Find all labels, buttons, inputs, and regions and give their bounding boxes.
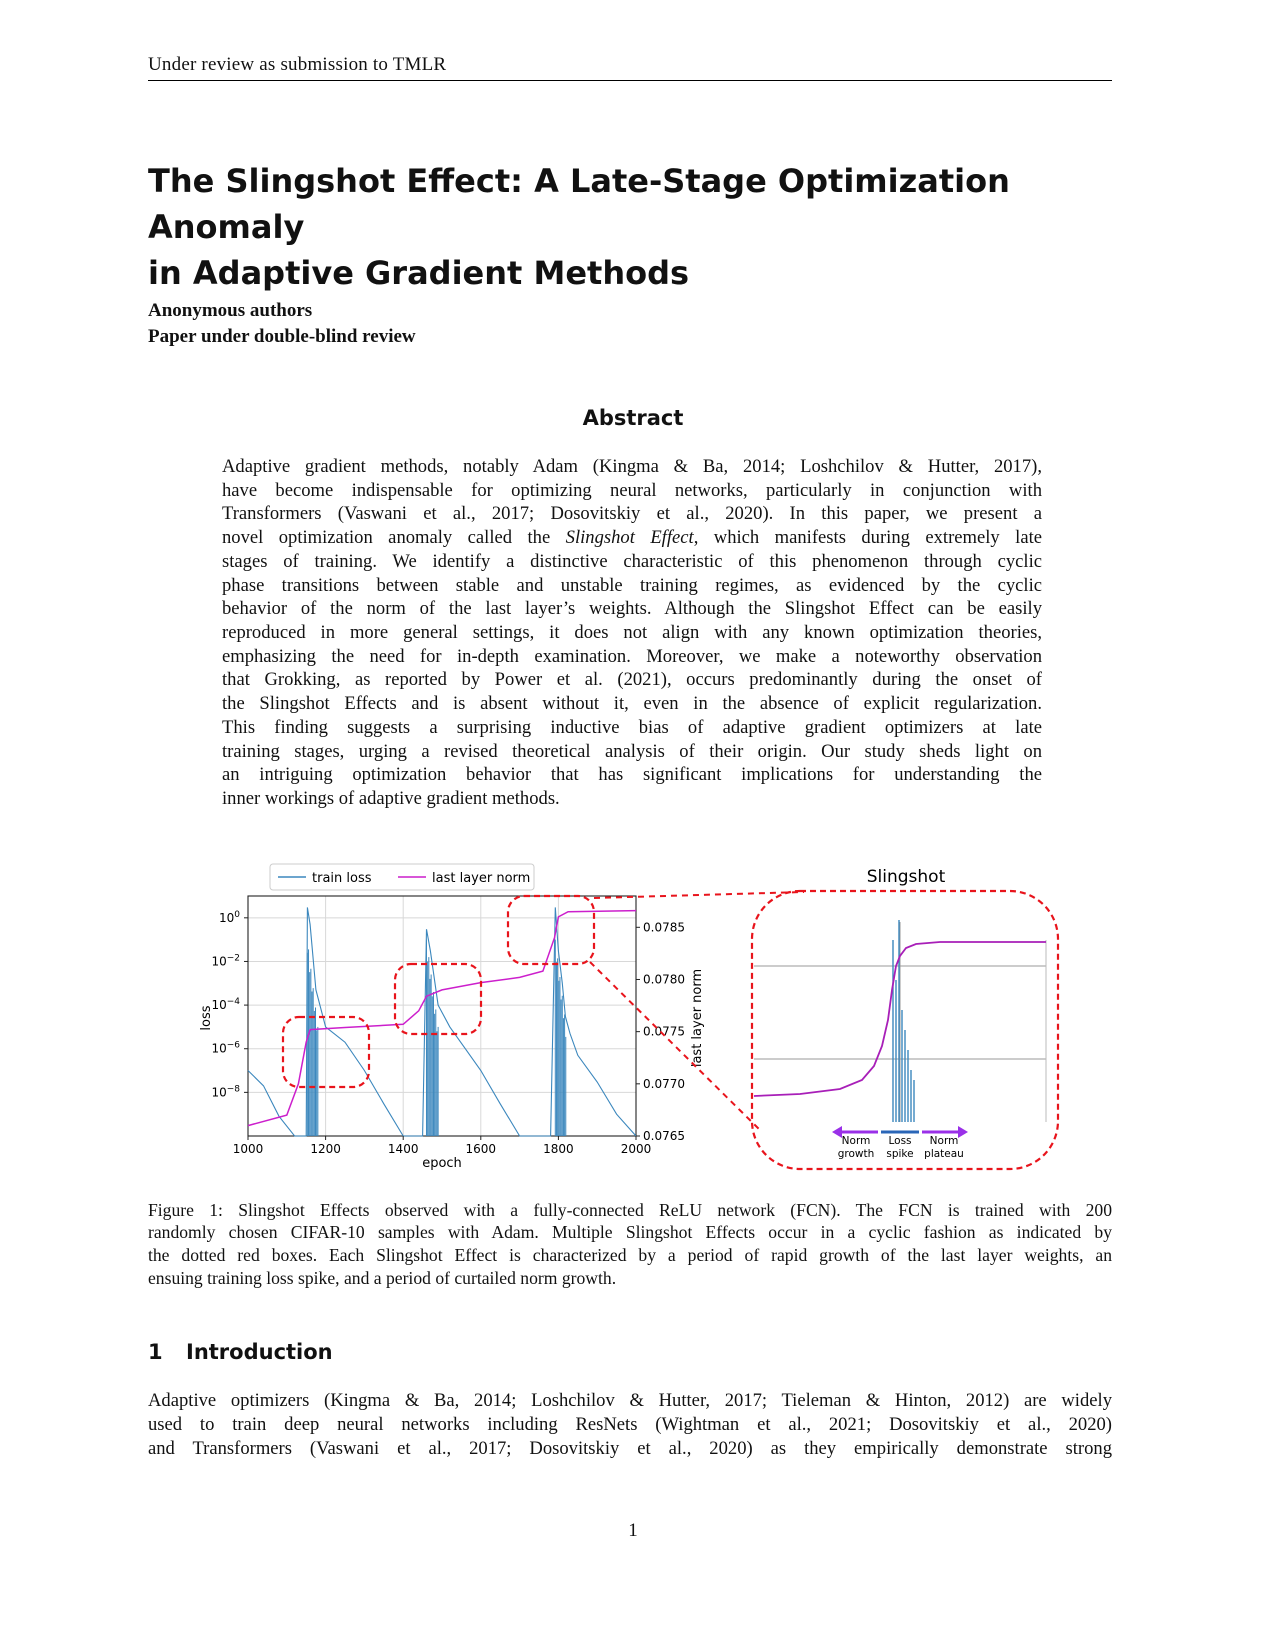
title-line-1: The Slingshot Effect: A Late-Stage Optimization Anomaly <box>148 162 1010 246</box>
norm-plateau-label-1: Norm <box>929 1135 959 1147</box>
abstract-line: stages of training. We identify a distinctive characteristic of this phenomenon through cyclic <box>222 551 1042 572</box>
y-left-tick-label: $10^{-6}$ <box>211 1040 240 1056</box>
abstract-line: that Grokking, as reported by Power et al. (2021), occurs predominantly during the onset of <box>222 669 1042 690</box>
y-left-tick-label: $10^{-4}$ <box>211 997 240 1013</box>
x-tick-label: 1400 <box>387 1142 419 1156</box>
section-number: 1 <box>148 1340 163 1364</box>
train-loss-spikes <box>307 940 565 1136</box>
y-left-ticks <box>211 910 248 1100</box>
x-tick-label: 1600 <box>465 1142 497 1156</box>
loss-spike-label-2: spike <box>886 1148 914 1160</box>
abstract-heading: Abstract <box>582 406 684 430</box>
abstract-line: This finding suggests a surprising inductive bias of adaptive gradient optimizers at late <box>222 717 1042 738</box>
section-heading <box>148 1340 333 1364</box>
norm-plateau-arrowhead <box>958 1126 968 1138</box>
norm-growth-arrowhead <box>832 1126 842 1138</box>
abstract-line <box>222 527 1042 549</box>
caption-line: Figure 1: Slingshot Effects observed with a fully-connected ReLU network (FCN). The FCN is trained with 200 <box>148 1200 1112 1220</box>
x-tick-label: 1200 <box>310 1142 341 1156</box>
y-right-tick-label: 0.0770 <box>643 1076 685 1091</box>
norm-growth-label-2: growth <box>837 1148 875 1160</box>
norm-plateau-label-2: plateau <box>924 1148 964 1160</box>
abstract-line: an intriguing optimization behavior that has significant implications for understanding the <box>222 764 1042 785</box>
authors-name: Anonymous authors <box>148 300 313 321</box>
intro-line: Adaptive optimizers (Kingma & Ba, 2014; Loshchilov & Hutter, 2017; Tieleman & Hinton, 2012) are widely <box>148 1390 1112 1411</box>
y-right-tick-label: 0.0765 <box>643 1129 685 1143</box>
abstract-line: training stages, urging a revised theoretical analysis of their origin. Our study sheds light on <box>222 741 1042 762</box>
main-plot <box>199 896 705 1171</box>
caption-line: randomly chosen CIFAR-10 samples with Adam. Multiple Slingshot Effects occur in a cyclic fashion as indicated by <box>148 1222 1112 1242</box>
y-right-tick-label: 0.0785 <box>643 920 685 935</box>
y-left-tick-label: $10^{-8}$ <box>211 1084 240 1100</box>
y-right-tick-label: 0.0780 <box>643 972 685 987</box>
page-number: 1 <box>628 1520 638 1541</box>
connector-top <box>594 892 804 898</box>
caption-line: the dotted red boxes. Each Slingshot Effect is characterized by a period of rapid growth of the last layer weights, an <box>148 1245 1112 1265</box>
y-right-tick-label: 0.0775 <box>643 1024 685 1039</box>
slingshot-effect-emphasis: Slingshot Effect <box>565 527 694 548</box>
y-left-tick-label: $10^{-2}$ <box>211 953 240 969</box>
y-right-axis-label: last layer norm <box>690 968 705 1068</box>
section-title: Introduction <box>186 1340 333 1364</box>
x-tick-label: 2000 <box>620 1142 652 1156</box>
highlight-box-3 <box>508 896 594 964</box>
train-loss-line <box>248 907 636 1136</box>
abstract-line: Adaptive gradient methods, notably Adam (Kingma & Ba, 2014; Loshchilov & Hutter, 2017), <box>222 456 1042 477</box>
connector-bottom <box>590 962 762 1132</box>
abstract-line: Transformers (Vaswani et al., 2017; Dosovitskiy et al., 2020). In this paper, we present a <box>222 503 1042 524</box>
highlight-box-2 <box>395 964 481 1034</box>
y-left-tick-label: $10^0$ <box>218 909 240 925</box>
legend-label-last-layer-norm: last layer norm <box>432 871 531 886</box>
abstract-line: inner workings of adaptive gradient methods. <box>222 788 560 809</box>
x-tick-label: 1000 <box>232 1142 264 1156</box>
authors-review-note: Paper under double-blind review <box>148 326 416 347</box>
legend <box>270 864 534 890</box>
abstract-line-4-start: novel optimization anomaly called the <box>222 527 566 548</box>
abstract-line: emphasizing the need for in-depth examination. Moreover, we make a noteworthy observation <box>222 646 1042 667</box>
caption-line: ensuing training loss spike, and a period of curtailed norm growth. <box>148 1268 617 1288</box>
x-axis-label: epoch <box>422 1156 462 1171</box>
title-line-2: in Adaptive Gradient Methods <box>148 254 690 292</box>
inset-zoom <box>752 867 1058 1169</box>
abstract-line-4-end: , which manifests during extremely late <box>693 527 1042 548</box>
legend-label-train-loss: train loss <box>312 871 372 886</box>
figure-1 <box>0 860 1266 1200</box>
abstract-line: behavior of the norm of the last layer’s weights. Although the Slingshot Effect can be easily <box>222 598 1042 619</box>
norm-growth-label-1: Norm <box>841 1135 871 1147</box>
x-axis-ticks <box>233 1136 652 1156</box>
abstract-line: reproduced in more general settings, it does not align with any known optimization theories, <box>222 622 1042 643</box>
loss-spike-label-1: Loss <box>888 1135 912 1147</box>
y-left-axis-label: loss <box>199 1005 214 1031</box>
intro-line: used to train deep neural networks including ResNets (Wightman et al., 2021; Dosovitskiy et al., 2020) <box>148 1414 1112 1435</box>
running-header: Under review as submission to TMLR <box>148 54 1112 81</box>
abstract-line: have become indispensable for optimizing neural networks, particularly in conjunction with <box>222 480 1042 501</box>
abstract-line: phase transitions between stable and unstable training regimes, as evidenced by the cyclic <box>222 575 1042 596</box>
intro-line: and Transformers (Vaswani et al., 2017; Dosovitskiy et al., 2020) as they empirically demonstrate strong <box>148 1438 1112 1459</box>
inset-title: Slingshot <box>866 867 946 887</box>
abstract-line: the Slingshot Effects and is absent without it, even in the absence of explicit regularization. <box>222 693 1042 714</box>
paper-title <box>148 158 1128 296</box>
x-tick-label: 1800 <box>543 1142 574 1156</box>
